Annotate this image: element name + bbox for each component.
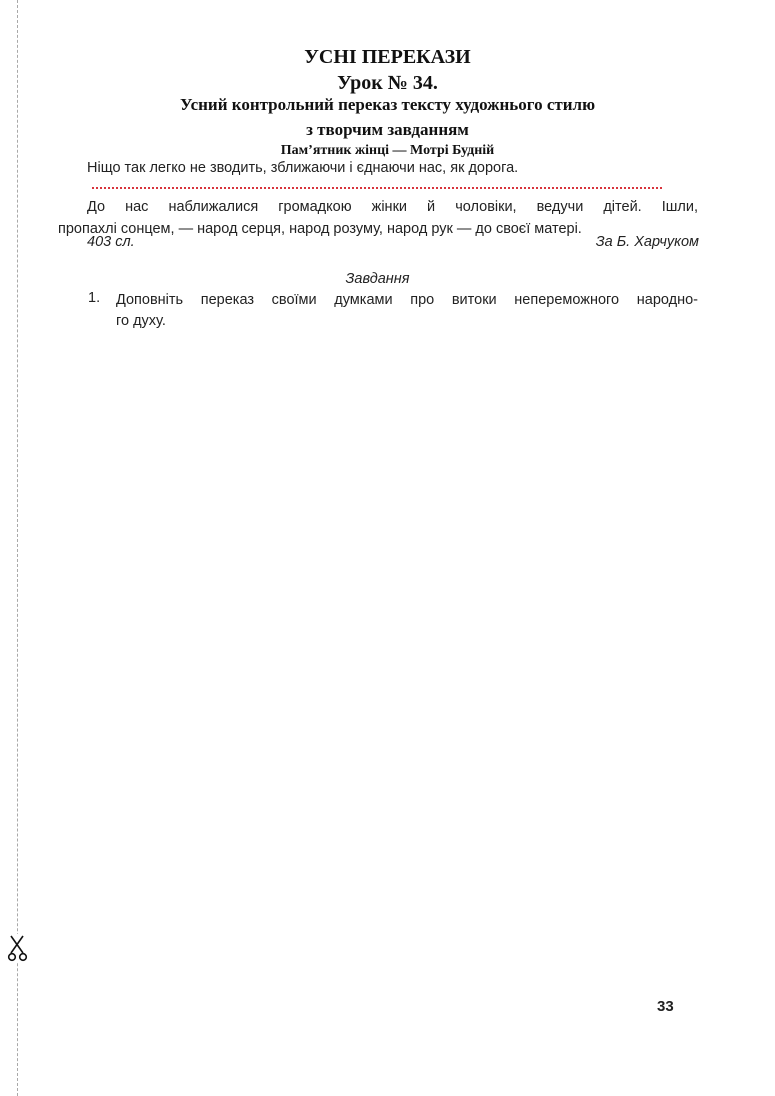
task-text <box>116 290 698 332</box>
task-line: Доповніть переказ своїми думками про витоки непереможного народно- <box>116 292 698 308</box>
epigraph: Ніщо так легко не зводить, зближаючи і єднаючи нас, як дорога. <box>87 160 519 176</box>
page-number: 33 <box>657 998 674 1015</box>
task-number: 1. <box>88 290 101 306</box>
lesson-title-line2: з творчим завданням <box>306 120 469 139</box>
section-title: УСНІ ПЕРЕКАЗИ <box>304 46 471 68</box>
cut-line <box>17 0 18 1096</box>
task-heading: Завдання <box>345 271 410 287</box>
dotted-divider <box>92 187 662 189</box>
lesson-number: Урок № 34. <box>337 72 438 94</box>
lesson-title-line1: Усний контрольний переказ тексту художнього стилю <box>179 95 596 114</box>
body-line: До нас наближалися громадкою жінки й чоловіки, ведучи дітей. Ішли, <box>87 199 698 215</box>
task-line: го духу. <box>116 313 166 329</box>
attribution: За Б. Харчуком <box>595 234 699 250</box>
body-line: пропахлі сонцем, — народ серця, народ розуму, народ рук — до своєї матері. <box>58 221 582 237</box>
scissors-icon <box>6 934 30 962</box>
word-count: 403 сл. <box>87 234 135 250</box>
text-subtitle: Пам’ятник жінці — Мотрі Будній <box>280 143 495 158</box>
